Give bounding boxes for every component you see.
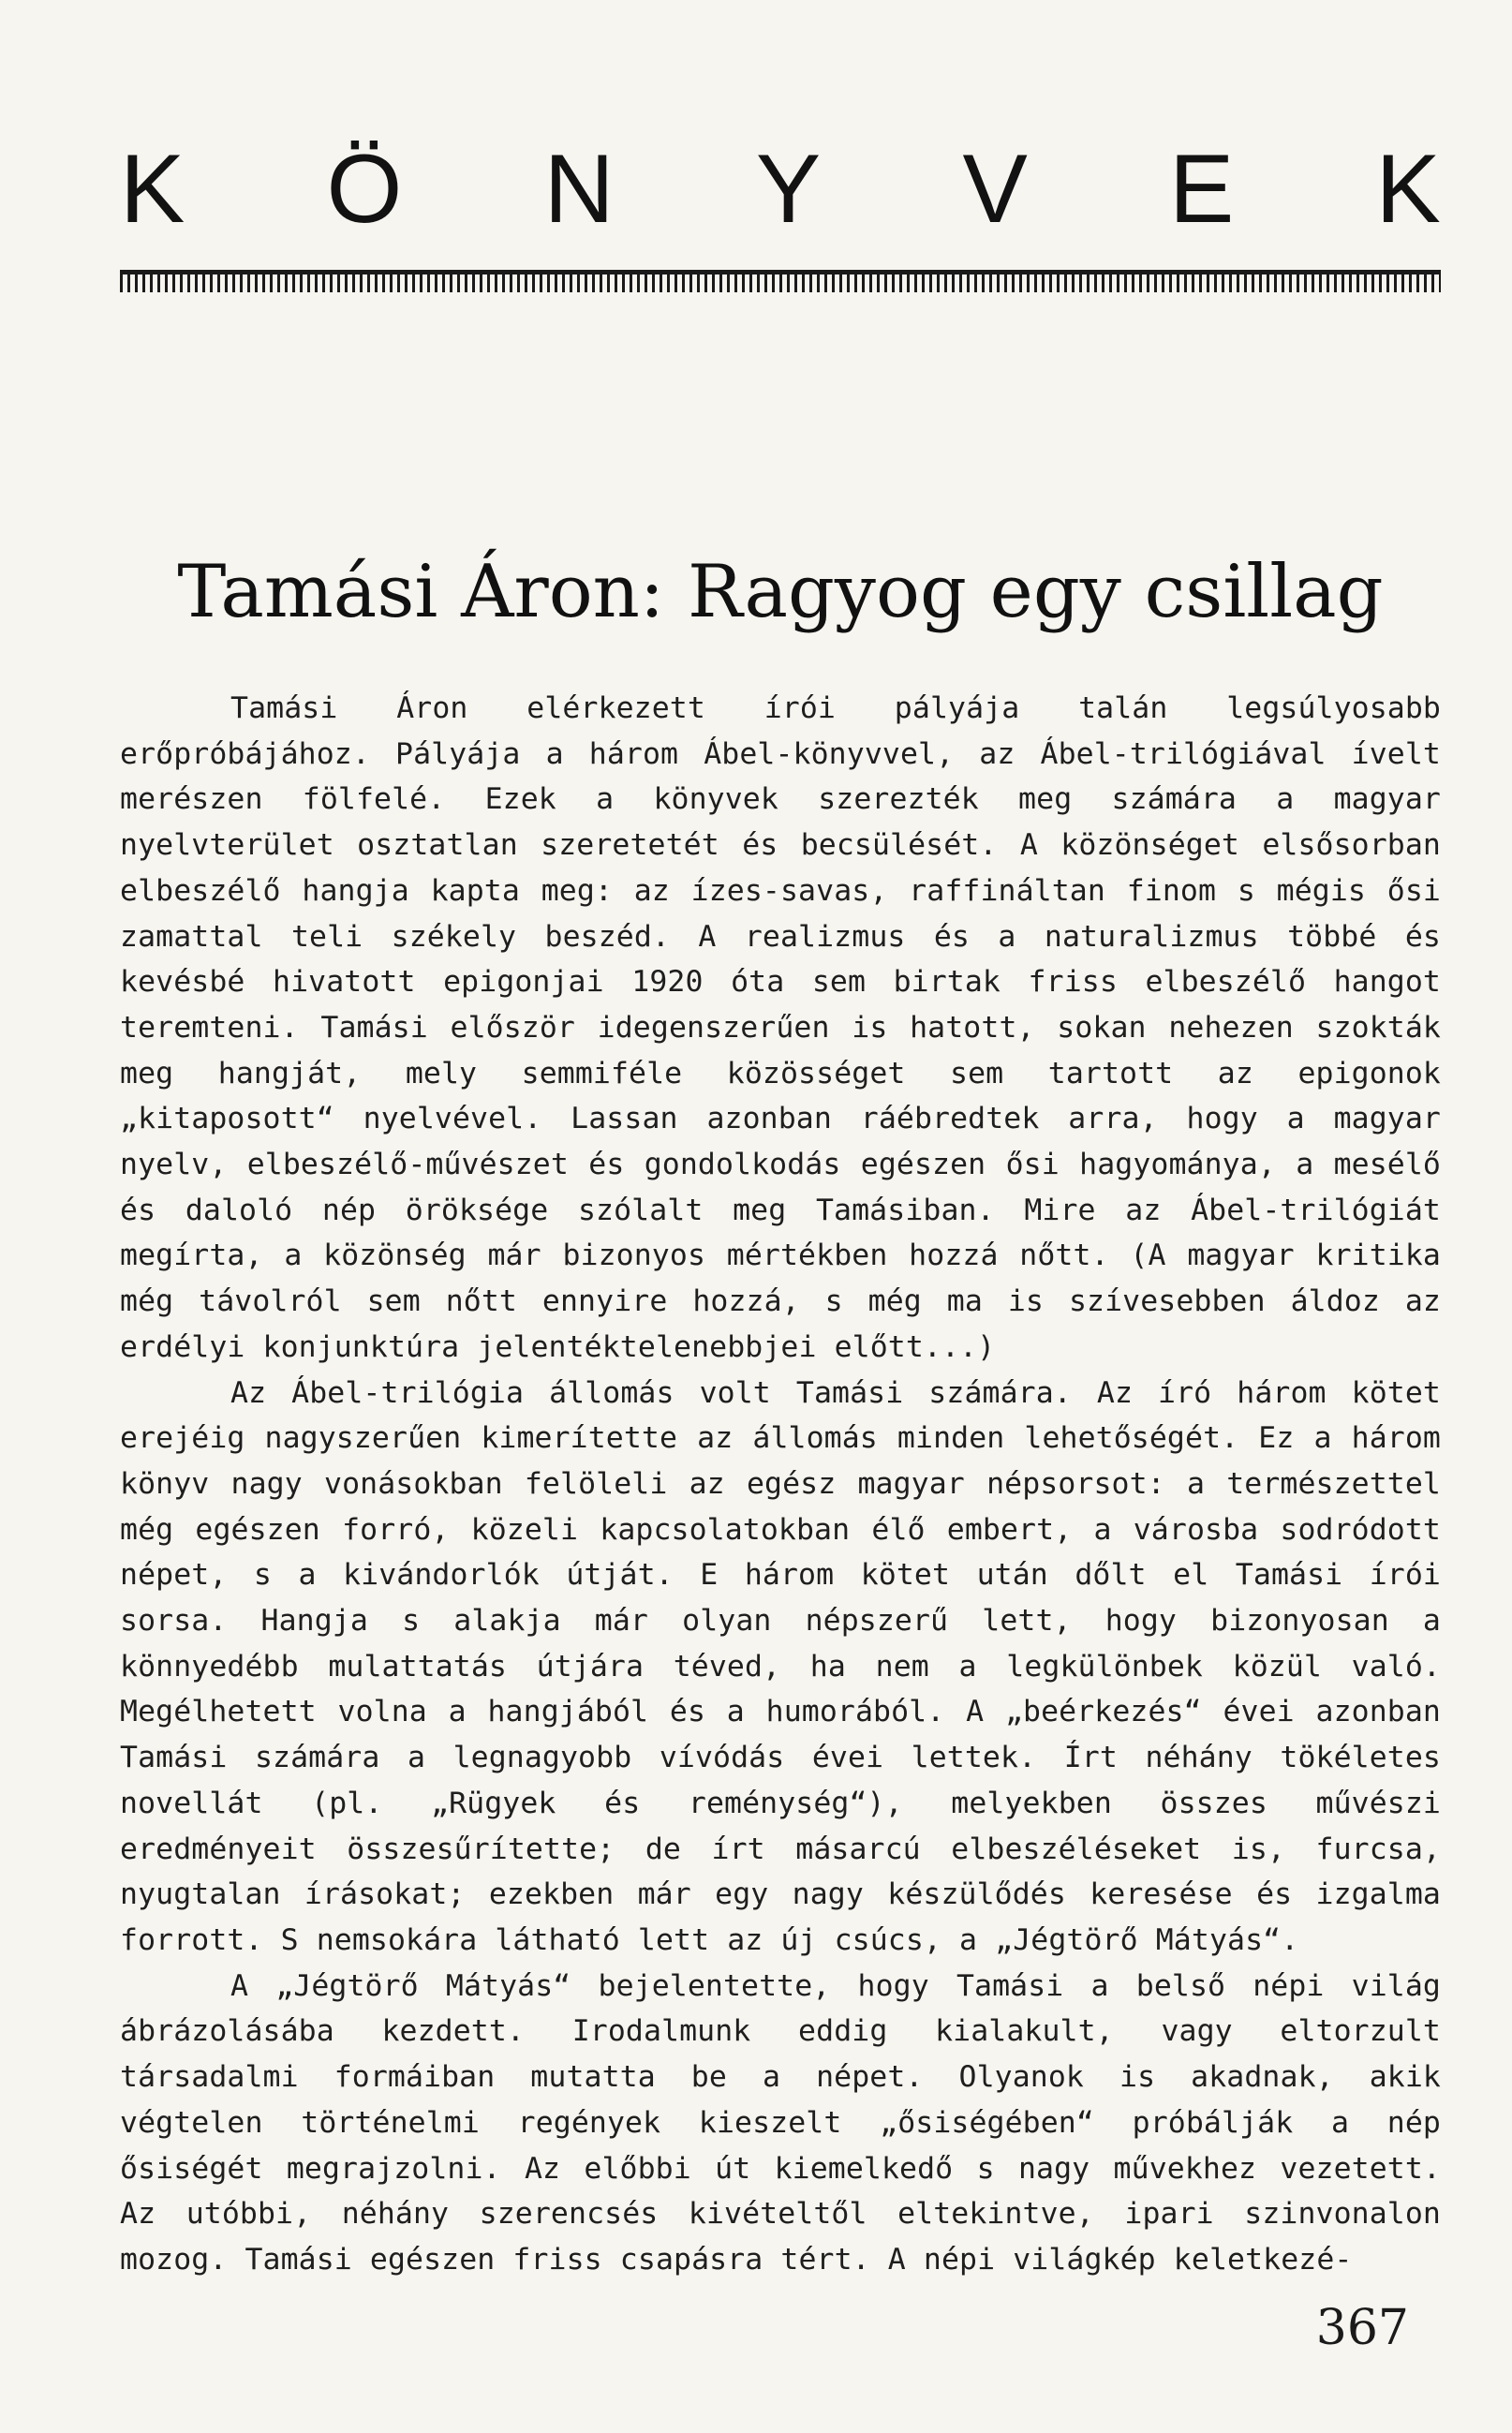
- masthead-letter: K: [120, 135, 185, 244]
- section-masthead: [120, 135, 1441, 244]
- article-paragraph: A „Jégtörő Mátyás“ bejelentette, hogy Tamási a belső népi világ ábrázolásába kezdett. Irodalmunk eddig kialakult, vagy eltorzult társadalmi formáiban mutatta be a népet. Olyanok is akadnak, akik végtelen történelmi regények kieszelt „ősiségében“ próbálják a nép ősiségét megrajzolni. Az előbbi út kiemelkedő s nagy művekhez vezetett. Az utóbbi, néhány szerencsés kivételtől eltekintve, ipari szinvonalon mozog. Tamási egészen friss csapásra tért. A népi világkép keletkezé-: [120, 1968, 1441, 2277]
- article-body: [120, 686, 1441, 2283]
- article-paragraph: Tamási Áron elérkezett írói pályája talán legsúlyosabb erőpróbájához. Pályája a három Ábel-könyvvel, az Ábel-trilógiával ívelt merészen fölfelé. Ezek a könyvek szerezték meg számára a magyar nyelvterület osztatlan szeretetét és becsülését. A közönséget elsősorban elbeszélő hangja kapta meg: az ízes-savas, raffináltan finom s mégis ősi zamattal teli székely beszéd. A realizmus és a naturalizmus többé és kevésbé hivatott epigonjai 1920 óta sem birtak friss elbeszélő hangot teremteni. Tamási először idegenszerűen is hatott, sokan nehezen szokták meg hangját, mely semmiféle közösséget sem tartott az epigonok „kitaposott“ nyelvével. Lassan azonban ráébredtek arra, hogy a magyar nyelv, elbeszélő-művészet és gondolkodás egészen ősi hagyománya, a mesélő és daloló nép öröksége szólalt meg Tamásiban. Mire az Ábel-trilógiát megírta, a közönség már bizonyos mértékben hozzá nőtt. (A magyar kritika még távolról sem nőtt ennyire hozzá, s még ma is szívesebben áldoz az erdélyi konjunktúra jelentéktelenebbjei előtt...): [120, 691, 1441, 1364]
- masthead-letter: K: [1375, 135, 1441, 244]
- masthead-letter: Y: [755, 135, 822, 244]
- article-title: Tamási Áron: Ragyog egy csillag: [177, 550, 1384, 634]
- masthead-letter: E: [1169, 135, 1235, 244]
- page-number: 367: [1315, 2300, 1409, 2356]
- masthead-letter: N: [543, 135, 615, 244]
- article-paragraph: Az Ábel-trilógia állomás volt Tamási számára. Az író három kötet erejéig nagyszerűen kimerítette az állomás minden lehetőségét. Ez a három könyv nagy vonásokban felöleli az egész magyar népsorsot: a természettel még egészen forró, közeli kapcsolatokban élő embert, a városba sodródott népet, s a kivándorlók útját. E három kötet után dőlt el Tamási írói sorsa. Hangja s alakja már olyan népszerű lett, hogy bizonyosan a könnyedébb mulattatás útjára téved, ha nem a legkülönbek közül való. Megélhetett volna a hangjából és a humorából. A „beérkezés“ évei azonban Tamási számára a legnagyobb vívódás évei lettek. Írt néhány tökéletes novellát (pl. „Rügyek és reménység“), melyekben összes művészi eredményeit összesűrítette; de írt másarcú elbeszéléseket is, furcsa, nyugtalan írásokat; ezekben már egy nagy készülődés keresése és izgalma forrott. S nemsokára látható lett az új csúcs, a „Jégtörő Mátyás“.: [120, 1375, 1441, 1957]
- masthead-letter: Ö: [326, 135, 403, 244]
- masthead-letter: V: [962, 135, 1028, 244]
- masthead-rule: [120, 270, 1441, 292]
